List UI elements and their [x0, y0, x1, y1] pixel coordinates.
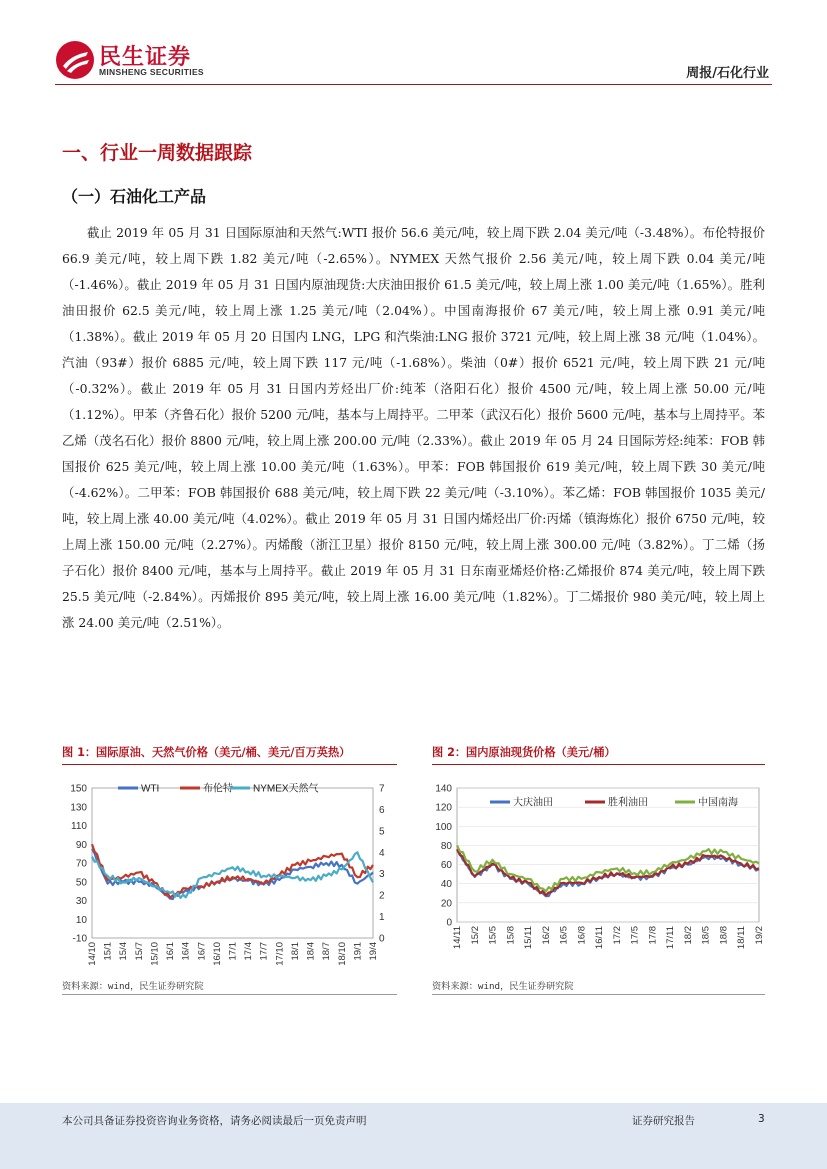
figure-1-divider	[62, 764, 397, 765]
x-tick-label: 17/10	[274, 942, 286, 966]
x-tick-label: 18/1	[289, 942, 301, 961]
x-tick-label: 16/10	[211, 942, 223, 966]
x-tick-label: 17/8	[647, 926, 659, 945]
figure-1-chart	[62, 770, 397, 970]
x-tick-label: 19/1	[352, 942, 364, 961]
brand-emblem-icon	[55, 40, 95, 80]
x-tick-label: 17/4	[243, 942, 255, 961]
x-tick-label: 15/4	[118, 942, 130, 961]
brand-name-en: MINSHENG SECURITIES	[99, 67, 204, 77]
y-tick-label: 40	[440, 879, 452, 891]
figure-2-divider	[432, 764, 765, 765]
x-tick-label: 15/11	[523, 926, 535, 950]
x-tick-label: 15/8	[505, 926, 517, 945]
x-tick-label: 14/10	[87, 942, 98, 966]
x-tick-label: 17/1	[227, 942, 239, 961]
subsection-title: （一）石油化工产品	[62, 187, 207, 206]
x-tick-label: 17/5	[629, 926, 641, 945]
figure-2-source-divider	[432, 994, 765, 995]
y2-tick-label: 1	[379, 912, 385, 924]
y-tick-label: 10	[75, 914, 87, 926]
x-tick-label: 15/10	[149, 942, 161, 966]
y-tick-label: 130	[70, 802, 87, 814]
section-title: 一、行业一周数据跟踪	[62, 142, 253, 164]
figure-1-title: 图 1：国际原油、天然气价格（美元/桶、美元/百万英热）	[62, 746, 351, 759]
x-tick-label: 15/1	[102, 942, 114, 961]
x-tick-label: 16/1	[165, 942, 177, 961]
figure-2-chart	[425, 770, 765, 970]
y-tick-label: 110	[71, 821, 87, 832]
y2-tick-label: 7	[379, 783, 385, 795]
legend-label: 布伦特	[203, 783, 233, 795]
series-line-2	[92, 844, 373, 897]
legend-label: 大庆油田	[513, 797, 553, 809]
x-tick-label: 16/2	[540, 926, 552, 945]
y2-tick-label: 6	[379, 804, 385, 816]
report-tag: 周报/石化行业	[686, 66, 769, 81]
x-tick-label: 16/7	[196, 942, 208, 961]
y-tick-label: -10	[72, 933, 87, 945]
figure-1-source: 资料来源：wind，民生证券研究院	[62, 981, 204, 992]
legend-label: 胜利油田	[608, 797, 648, 809]
y-tick-label: 150	[70, 783, 87, 795]
x-tick-label: 18/4	[305, 942, 317, 961]
x-tick-label: 15/2	[469, 926, 481, 945]
y2-tick-label: 5	[379, 826, 385, 838]
x-tick-label: 17/11	[665, 926, 677, 950]
y-tick-label: 140	[435, 783, 452, 795]
x-tick-label: 18/2	[682, 926, 694, 945]
x-tick-label: 16/5	[558, 926, 570, 945]
x-tick-label: 18/8	[718, 926, 730, 945]
legend-label: 中国南海	[698, 797, 738, 809]
y2-tick-label: 3	[379, 869, 385, 881]
y-tick-label: 30	[75, 896, 87, 907]
x-tick-label: 15/5	[487, 926, 499, 945]
y-tick-label: 60	[440, 860, 452, 872]
body-paragraph: 截止 2019 年 05 月 31 日国际原油和天然气:WTI 报价 56.6 美元/吨，较上周下跌 2.04 美元/吨（-3.48%）。布伦特报价 66.9 美元/吨，较上周下跌 1.82 美元/吨（-2.65%）。NYMEX 天然气报价 2.56 美元/吨，较上周下跌 0.04 美元/吨（-1.46%）。截止 2019 年 05 月 31 日国内原油现货:大庆油田报价 61.5 美元/吨，较上周上涨 1.00 美元/吨（1.65%）。胜利油田报价 62.5 美元/吨，较上周上涨 1.25 美元/吨（2.04%）。中国南海报价 67 美元/吨，较上周上涨 0.91 美元/吨（1.38%）。截止 2019 年 05 月 20 日国内 LNG，LPG 和汽柴油:LNG 报价 3721 元/吨，较上周上涨 38 元/吨（1.04%）。汽油（93#）报价 6885 元/吨，较上周下跌 117 元/吨（-1.68%）。柴油（0#）报价 6521 元/吨，较上周下跌 21 元/吨（-0.32%）。截止 2019 年 05 月 31 日国内芳烃出厂价:纯苯（洛阳石化）报价 4500 元/吨，较上周上涨 50.00 元/吨（1.12%）。甲苯（齐鲁石化）报价 5200 元/吨，基本与上周持平。二甲苯（武汉石化）报价 5600 元/吨，基本与上周持平。苯乙烯（茂名石化）报价 8800 元/吨，较上周上涨 200.00 元/吨（2.33%）。截止 2019 年 05 月 24 日国际芳烃:纯苯：FOB 韩国报价 625 美元/吨，较上周上涨 10.00 美元/吨（1.63%）。甲苯：FOB 韩国报价 619 美元/吨，较上周下跌 30 美元/吨（-4.62%）。二甲苯：FOB 韩国报价 688 美元/吨，较上周下跌 22 美元/吨（-3.10%）。苯乙烯：FOB 韩国报价 1035 美元/吨，较上周上涨 40.00 美元/吨（4.02%）。截止 2019 年 05 月 31 日国内烯烃出厂价:丙烯（镇海炼化）报价 6750 元/吨，较上周上涨 150.00 元/吨（2.27%）。丙烯酸（浙江卫星）报价 8150 元/吨，较上周上涨 300.00 元/吨（3.82%）。丁二烯（扬子石化）报价 8400 元/吨，基本与上周持平。截止 2019 年 05 月 31 日东南亚烯烃价格:乙烯报价 874 美元/吨，较上周下跌 25.5 美元/吨（-2.84%）。丙烯报价 895 美元/吨，较上周上涨 16.00 美元/吨（1.82%）。丁二烯报价 980 美元/吨，较上周上涨 24.00 美元/吨（2.51%）。	[62, 225, 765, 630]
footer-report-type: 证券研究报告	[632, 1115, 695, 1127]
x-tick-label: 19/4	[368, 942, 379, 961]
x-tick-label: 18/11	[736, 926, 748, 950]
y-tick-label: 20	[440, 898, 452, 910]
series-line-3	[457, 845, 759, 891]
brand-name-cn: 民生证券	[99, 45, 192, 70]
x-tick-label: 16/4	[180, 942, 192, 961]
x-tick-label: 17/7	[258, 942, 270, 961]
y2-tick-label: 4	[379, 847, 385, 859]
y-tick-label: 90	[75, 839, 87, 851]
x-tick-label: 19/2	[754, 926, 765, 945]
y-tick-label: 120	[435, 802, 452, 814]
y-tick-label: 50	[75, 877, 87, 889]
y2-tick-label: 0	[379, 933, 385, 945]
header-divider	[55, 84, 772, 85]
x-tick-label: 18/10	[336, 942, 348, 966]
y-tick-label: 100	[435, 821, 452, 833]
legend-label: NYMEX天然气	[253, 783, 319, 795]
y-tick-label: 0	[446, 917, 452, 929]
series-line-2	[457, 849, 759, 895]
legend-label: WTI	[141, 783, 160, 795]
footer-disclaimer: 本公司具备证券投资咨询业务资格，请务必阅读最后一页免责声明	[62, 1115, 367, 1127]
y-tick-label: 80	[440, 840, 452, 852]
y2-tick-label: 2	[379, 890, 385, 902]
brand-logo	[55, 38, 215, 82]
figure-1-source-divider	[62, 994, 397, 995]
figure-2-title: 图 2：国内原油现货价格（美元/桶）	[432, 746, 616, 759]
figure-2-source: 资料来源：wind，民生证券研究院	[432, 981, 574, 992]
x-tick-label: 18/7	[321, 942, 333, 961]
x-tick-label: 15/7	[133, 942, 145, 961]
y-tick-label: 70	[75, 858, 87, 870]
x-tick-label: 16/8	[576, 926, 588, 945]
page-number: 3	[758, 1113, 765, 1125]
x-tick-label: 18/5	[700, 926, 712, 945]
x-tick-label: 17/2	[611, 926, 623, 945]
x-tick-label: 16/11	[594, 926, 606, 950]
x-tick-label: 14/11	[452, 926, 463, 950]
